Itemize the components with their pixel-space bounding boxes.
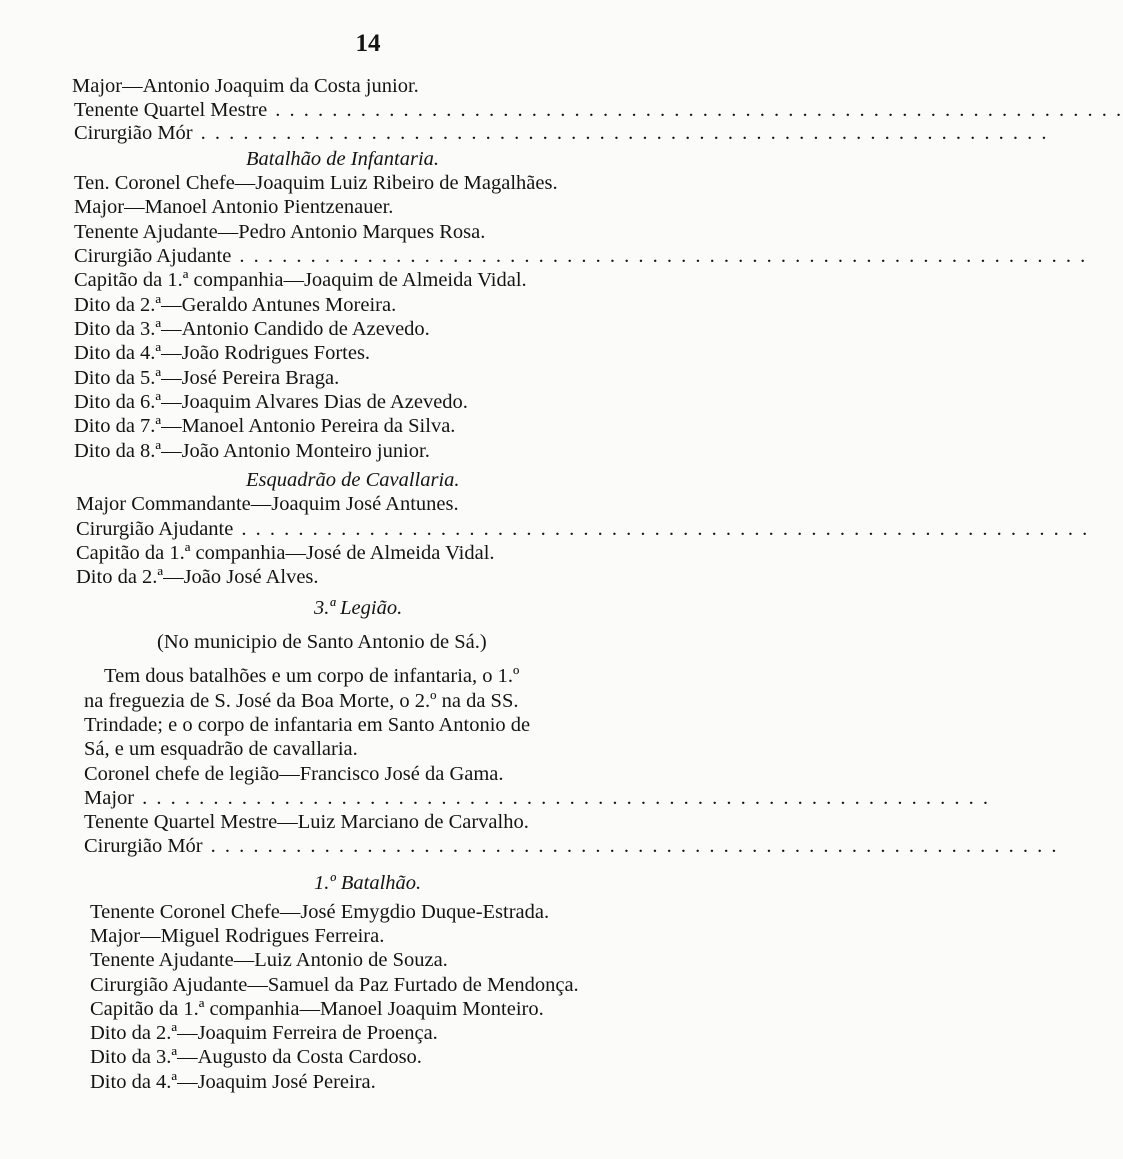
text-line: Tenente Ajudante—Pedro Antonio Marques Rosa. — [74, 221, 486, 243]
text-line: Coronel chefe de legião—Francisco José da Gama. — [84, 763, 504, 785]
section-heading: Batalhão de Infantaria. — [246, 148, 440, 170]
text-line: (No municipio de Santo Antonio de Sá.) — [157, 631, 487, 653]
text-line: Major—Antonio Joaquim da Costa junior. — [72, 75, 419, 97]
text-line: Tenente Coronel Chefe—José Emygdio Duque-Estrada. — [90, 901, 550, 923]
text-line: Dito da 4.ª—João Rodrigues Fortes. — [74, 342, 371, 364]
section-heading: 3.ª Legião. — [314, 597, 403, 619]
text-line: Cirurgião Ajudante — [76, 518, 234, 540]
text-line: Capitão da 1.ª companhia—Manoel Joaquim Monteiro. — [90, 998, 544, 1020]
text-line: Cirurgião Ajudante—Samuel da Paz Furtado de Mendonça. — [90, 974, 579, 996]
text-line: Sá, e um esquadrão de cavallaria. — [84, 738, 358, 760]
text-line: Capitão da 1.ª companhia—Joaquim de Almeida Vidal. — [74, 269, 527, 291]
text-line: Dito da 2.ª—Geraldo Antunes Moreira. — [74, 294, 397, 316]
text-line: Cirurgião Mór — [84, 835, 203, 857]
text-line: Major — [84, 787, 135, 809]
text-line: na freguezia de S. José da Boa Morte, o 2.º na da SS. — [84, 690, 519, 712]
text-line: Dito da 4.ª—Joaquim José Pereira. — [90, 1071, 376, 1093]
dot-leader: . . . . . . . . . . . . . . . . . . . . . . . . . . . . . . . . . . . . . . . . . . . . . . . . . . . . . . . . . . . . — [142, 787, 990, 809]
text-line: Major—Manoel Antonio Pientzenauer. — [74, 196, 394, 218]
text-line: Tenente Ajudante—Luiz Antonio de Souza. — [90, 949, 448, 971]
text-line: Major Commandante—Joaquim José Antunes. — [76, 493, 459, 515]
text-line: Dito da 2.ª—Joaquim Ferreira de Proença. — [90, 1022, 438, 1044]
text-line: Dito da 3.ª—Augusto da Costa Cardoso. — [90, 1046, 422, 1068]
text-line: Major—Miguel Rodrigues Ferreira. — [90, 925, 385, 947]
text-line: Ten. Coronel Chefe—Joaquim Luiz Ribeiro de Magalhães. — [74, 172, 558, 194]
text-line: Dito da 7.ª—Manoel Antonio Pereira da Silva. — [74, 415, 456, 437]
text-line: Tem dous batalhões e um corpo de infantaria, o 1.º — [104, 665, 520, 687]
dot-leader: . . . . . . . . . . . . . . . . . . . . . . . . . . . . . . . . . . . . . . . . . . . . . . . . . . . . . . . . . . . . — [241, 518, 1090, 540]
dot-leader: . . . . . . . . . . . . . . . . . . . . . . . . . . . . . . . . . . . . . . . . . . . . . . . . . . . . . . . . . . . . — [200, 122, 1049, 144]
text-line: Cirurgião Mór — [74, 122, 193, 144]
section-heading: 1.º Batalhão. — [314, 872, 422, 894]
text-line: Capitão da 1.ª companhia—José de Almeida Vidal. — [76, 542, 495, 564]
dot-leader: . . . . . . . . . . . . . . . . . . . . . . . . . . . . . . . . . . . . . . . . . . . . . . . . . . . . . . . . . . . . — [210, 835, 1059, 857]
section-heading: Esquadrão de Cavallaria. — [246, 469, 460, 491]
text-line: Dito da 5.ª—José Pereira Braga. — [74, 367, 340, 389]
text-line: Trindade; e o corpo de infantaria em Santo Antonio de — [84, 714, 531, 736]
text-line: Dito da 6.ª—Joaquim Alvares Dias de Azevedo. — [74, 391, 468, 413]
text-line: Dito da 8.ª—João Antonio Monteiro junior. — [74, 440, 430, 462]
text-line: Dito da 3.ª—Antonio Candido de Azevedo. — [74, 318, 430, 340]
text-line: Tenente Quartel Mestre — [74, 99, 268, 121]
text-line: Tenente Quartel Mestre—Luiz Marciano de Carvalho. — [84, 811, 529, 833]
dot-leader: . . . . . . . . . . . . . . . . . . . . . . . . . . . . . . . . . . . . . . . . . . . . . . . . . . . . . . . . . . . . — [239, 245, 1088, 267]
text-line: Dito da 2.ª—João José Alves. — [76, 566, 319, 588]
dot-leader: . . . . . . . . . . . . . . . . . . . . . . . . . . . . . . . . . . . . . . . . . . . . . . . . . . . . . . . . . . . . — [275, 99, 1123, 121]
text-line: Cirurgião Ajudante — [74, 245, 232, 267]
page-number: 14 — [355, 30, 381, 57]
